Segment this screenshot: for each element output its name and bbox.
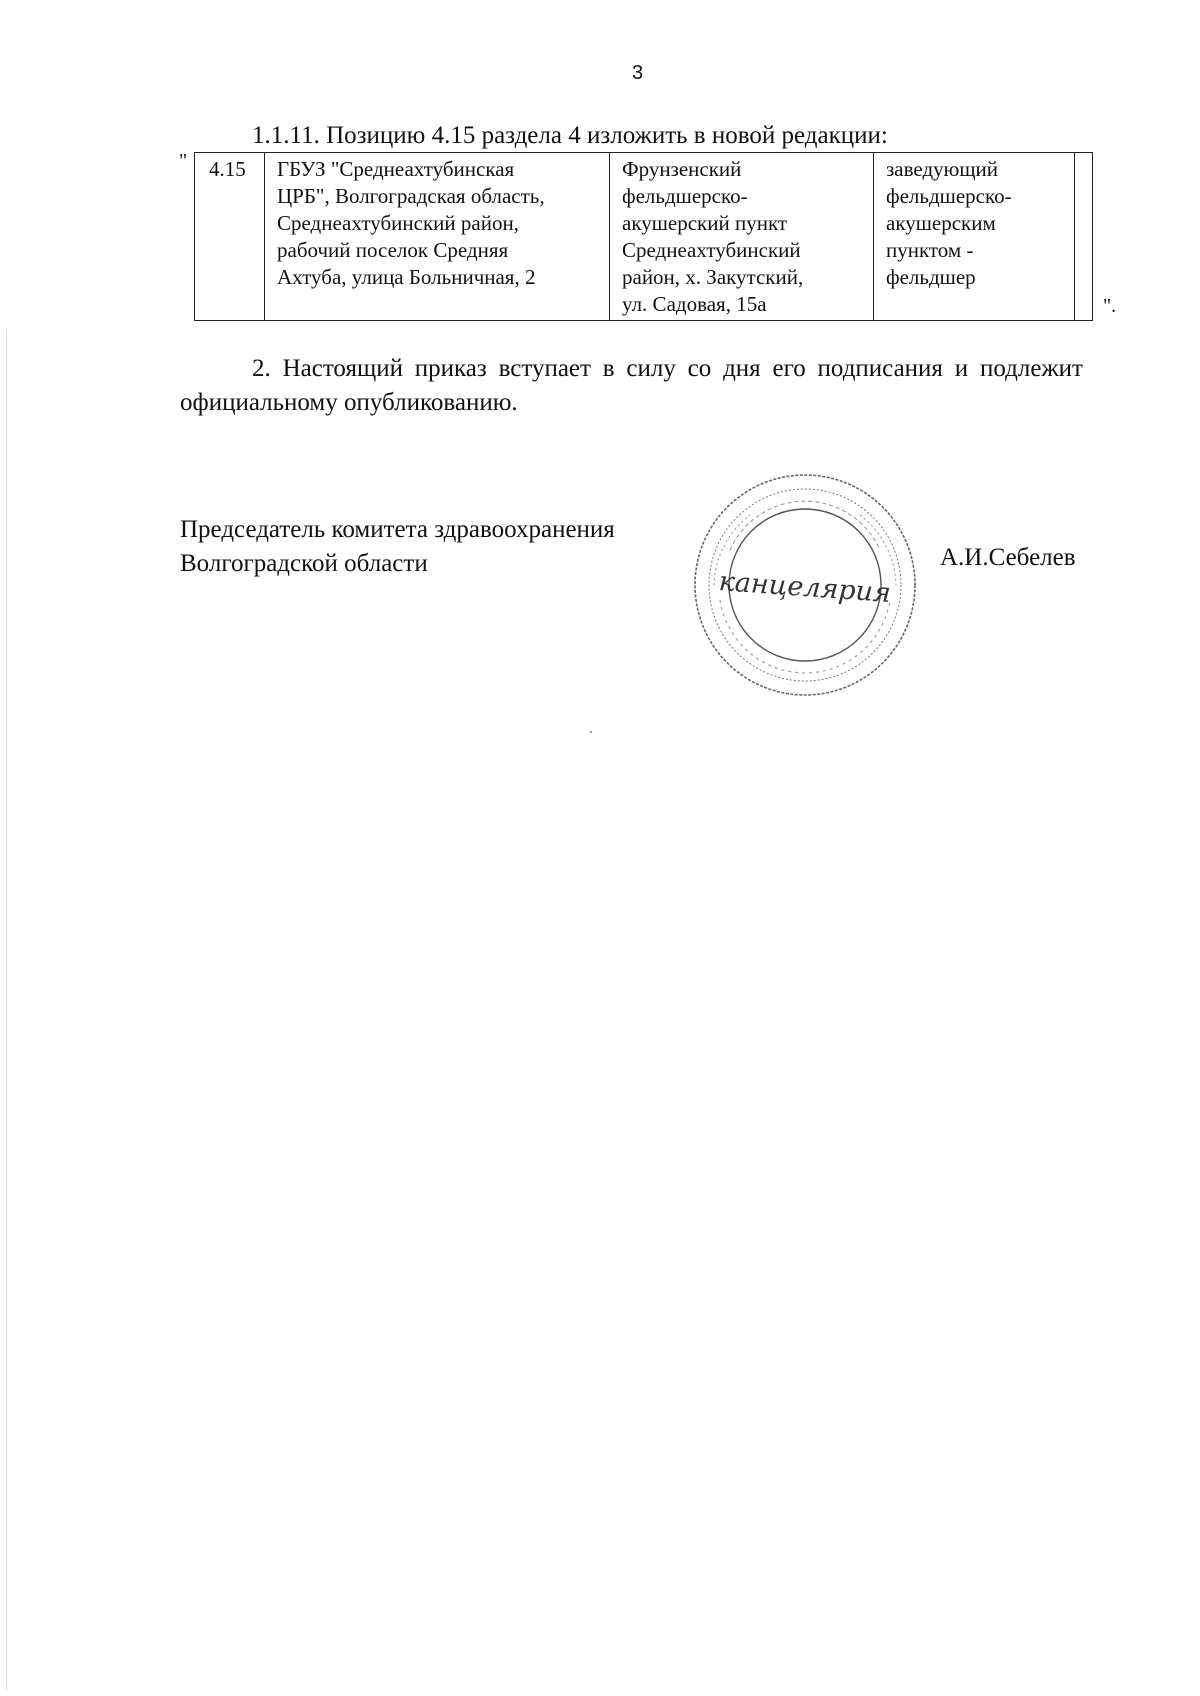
empty-cell [1075,153,1093,321]
table-row [195,153,1093,321]
amendment-instruction: 1.1.11. Позицию 4.15 раздела 4 изложить в новой редакции: [252,122,888,149]
signer-name: А.И.Себелев [940,544,1076,571]
position-title-line: фельдшерско- [886,184,1012,208]
institution-line: Ахтуба, улица Больничная, 2 [277,265,536,289]
unit-line: акушерский пункт [622,211,788,235]
scan-edge-line [6,330,7,1690]
position-title-line: заведующий [886,157,998,181]
paragraph-2-text: 2. Настоящий приказ вступает в силу со дня его подписания и подлежит официальному опубликованию. [180,355,1083,416]
unit-line: Фрунзенский [622,157,742,181]
unit-line: район, х. Закутский, [622,265,804,289]
institution-line: ЦРБ", Волгоградская область, [277,184,545,208]
signer-title [180,513,615,581]
institution-line: Среднеахтубинский район, [277,211,519,235]
closing-quote: ". [1103,295,1117,317]
position-number: 4.15 [209,157,246,181]
position-title-line: акушерским [886,211,996,235]
unit-line: фельдшерско- [622,184,748,208]
amendment-table [194,152,1093,321]
position-number-cell [195,153,265,321]
official-seal [690,470,920,700]
position-title-line: фельдшер [886,265,976,289]
seal-center-text: канцелярия [717,566,892,609]
position-title-line: пунктом - [886,238,974,262]
opening-quote: " [179,150,188,172]
institution-cell [265,153,610,321]
position-title-cell [874,153,1075,321]
unit-line: Среднеахтубинский [622,238,801,262]
institution-line: ГБУЗ "Среднеахтубинская [277,157,515,181]
unit-line: ул. Садовая, 15а [622,292,767,316]
unit-cell [610,153,874,321]
page-number: 3 [631,62,644,84]
paragraph-2 [180,352,1083,420]
institution-line: рабочий поселок Средняя [277,238,509,262]
signer-title-line-2: Волгоградской области [180,550,428,577]
scan-speck [590,731,592,733]
signer-title-line-1: Председатель комитета здравоохранения [180,516,615,543]
